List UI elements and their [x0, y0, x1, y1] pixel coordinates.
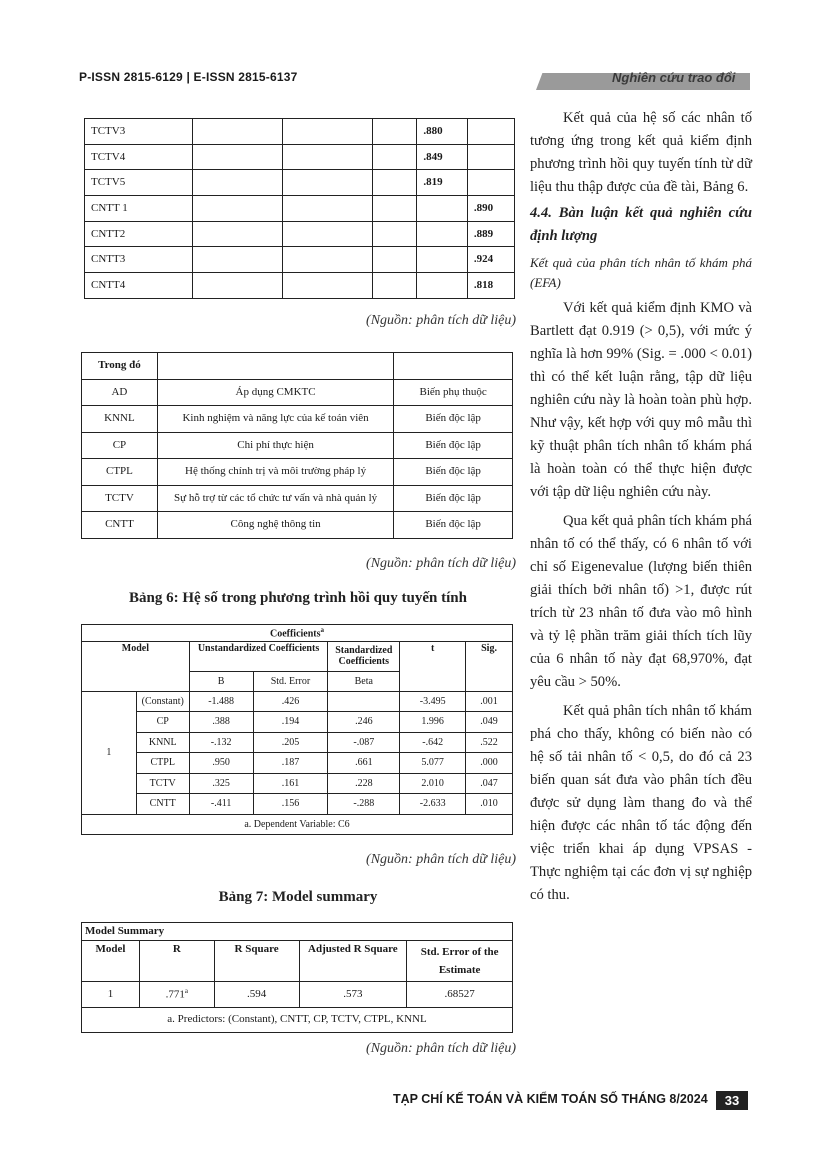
coefficients-note: a. Dependent Variable: C6 — [82, 814, 513, 834]
ms-r-value: .771 — [165, 988, 185, 1001]
coefficient-row — [82, 794, 513, 815]
variable-type-cell: Biến độc lập — [394, 485, 513, 512]
coefficients-table — [81, 624, 513, 835]
variable-description-cell: Kinh nghiệm và năng lực của kế toán viên — [157, 406, 393, 433]
variable-name-cell: TCTV5 — [85, 170, 193, 196]
loading-cell — [193, 144, 283, 170]
loading-cell — [193, 221, 283, 247]
beta-cell: .661 — [328, 753, 400, 774]
variable-description-cell: Áp dụng CMKTC — [157, 379, 393, 406]
section-heading-4-4: 4.4. Bàn luận kết quả nghiên cứu định lượng — [530, 205, 752, 244]
loading-cell — [417, 196, 467, 222]
coefficient-row — [82, 691, 513, 712]
variable-name-cell: TCTV3 — [85, 119, 193, 145]
loading-cell — [283, 170, 373, 196]
ms-adjusted-value: .573 — [299, 981, 407, 1007]
coefficient-row — [82, 712, 513, 733]
definition-row — [82, 406, 513, 433]
variable-code-cell: CNTT — [82, 512, 158, 539]
variable-description-cell: Công nghệ thông tin — [157, 512, 393, 539]
page-number: 33 — [716, 1091, 748, 1110]
b-cell: .388 — [189, 712, 253, 733]
loading-cell — [417, 247, 467, 273]
model-header: Model — [82, 641, 190, 691]
loading-cell — [193, 196, 283, 222]
paragraph-factor-loading: Kết quả phân tích nhân tố khám phá cho thấy, không có biến nào có hệ số tải nhân tố < 0,5, do đó cả 23 biến quan sát đưa vào phân tích đều được sử dụng làm thang đo và thể hiện được các nhân tố tác động đến việc triển khai áp dụng VPSAS - Thực nghiệm tại các đơn vị sự nghiệp có thu. — [530, 703, 752, 903]
predictor-cell: CTPL — [136, 753, 189, 774]
b-header: B — [189, 671, 253, 691]
b-cell: -.132 — [189, 732, 253, 753]
beta-header: Beta — [328, 671, 400, 691]
model-summary-note: a. Predictors: (Constant), CNTT, CP, TCTV, CTPL, KNNL — [82, 1007, 513, 1032]
b-cell: -.411 — [189, 794, 253, 815]
loading-cell — [373, 119, 417, 145]
beta-cell: .246 — [328, 712, 400, 733]
loading-cell — [283, 196, 373, 222]
predictor-cell: CP — [136, 712, 189, 733]
paragraph-intro: Kết quả của hệ số các nhân tố tương ứng trong kết quả kiểm định phương trình hồi quy tuyến tính từ dữ liệu thu thập được của đề tài, Bảng 6. — [530, 110, 752, 195]
variable-name-cell: TCTV4 — [85, 144, 193, 170]
b-cell: .950 — [189, 753, 253, 774]
loading-cell — [467, 170, 514, 196]
ms-r-square-value: .594 — [214, 981, 299, 1007]
definition-row — [82, 512, 513, 539]
sig-header: Sig. — [466, 641, 513, 691]
loading-cell — [283, 221, 373, 247]
loading-cell: .924 — [467, 247, 514, 273]
loading-cell: .849 — [417, 144, 467, 170]
subheading-efa: Kết quả của phân tích nhân tố khám phá (EFA) — [530, 255, 752, 290]
loading-cell: .818 — [467, 273, 514, 299]
table7-caption: Bảng 7: Model summary — [218, 889, 378, 905]
t-cell: -3.495 — [400, 691, 466, 712]
loading-row — [85, 273, 515, 299]
se-cell: .426 — [253, 691, 328, 712]
variable-code-cell: CTPL — [82, 459, 158, 486]
variable-type-cell: Biến độc lập — [394, 459, 513, 486]
ms-header-std-error: Std. Error of the Estimate — [407, 940, 513, 981]
variable-type-cell: Biến độc lập — [394, 406, 513, 433]
predictor-cell: KNNL — [136, 732, 189, 753]
definition-row — [82, 432, 513, 459]
table6-caption: Bảng 6: Hệ số trong phương trình hồi quy tuyến tính — [129, 590, 467, 606]
loading-cell — [373, 170, 417, 196]
predictor-cell: CNTT — [136, 794, 189, 815]
loading-cell: .889 — [467, 221, 514, 247]
variable-type-cell: Biến độc lập — [394, 512, 513, 539]
source-note-2: (Nguồn: phân tích dữ liệu) — [366, 556, 516, 571]
loading-cell: .880 — [417, 119, 467, 145]
variable-description-cell: Chi phí thực hiện — [157, 432, 393, 459]
variable-code-cell: CP — [82, 432, 158, 459]
ms-r-sup: a — [184, 986, 188, 995]
predictor-cell: (Constant) — [136, 691, 189, 712]
loading-row — [85, 144, 515, 170]
coefficient-row — [82, 773, 513, 794]
definition-row — [82, 379, 513, 406]
coefficients-title-sup: a — [320, 626, 325, 634]
loading-cell — [193, 247, 283, 273]
variable-code-cell: KNNL — [82, 406, 158, 433]
loading-cell — [193, 170, 283, 196]
predictor-cell: TCTV — [136, 773, 189, 794]
section-title: Nghiên cứu trao đổi — [612, 70, 736, 85]
t-cell: 5.077 — [400, 753, 466, 774]
ms-header-r-square: R Square — [214, 940, 299, 981]
source-note-1: (Nguồn: phân tích dữ liệu) — [366, 313, 516, 328]
loading-row — [85, 119, 515, 145]
beta-cell — [328, 691, 400, 712]
source-note-3: (Nguồn: phân tích dữ liệu) — [366, 852, 516, 867]
loading-cell — [417, 273, 467, 299]
beta-cell: .228 — [328, 773, 400, 794]
journal-footer: TẠP CHÍ KẾ TOÁN VÀ KIỂM TOÁN SỐ THÁNG 8/2024 — [393, 1092, 708, 1106]
ms-header-adjusted: Adjusted R Square — [299, 940, 407, 981]
t-cell: 1.996 — [400, 712, 466, 733]
loading-cell: .819 — [417, 170, 467, 196]
t-cell: -2.633 — [400, 794, 466, 815]
loading-cell — [283, 273, 373, 299]
sig-cell: .049 — [466, 712, 513, 733]
t-header: t — [400, 641, 466, 691]
table2-header: Trong đó — [82, 353, 158, 380]
loading-cell — [417, 221, 467, 247]
standardized-header: Standardized Coefficients — [328, 641, 400, 671]
loading-cell — [193, 273, 283, 299]
loading-row — [85, 170, 515, 196]
ms-header-r: R — [139, 940, 214, 981]
sig-cell: .000 — [466, 753, 513, 774]
sig-cell: .047 — [466, 773, 513, 794]
loading-cell — [373, 221, 417, 247]
se-cell: .156 — [253, 794, 328, 815]
factor-loading-table — [84, 118, 515, 299]
loading-cell — [373, 247, 417, 273]
coefficient-row — [82, 753, 513, 774]
variable-name-cell: CNTT4 — [85, 273, 193, 299]
loading-cell: .890 — [467, 196, 514, 222]
ms-std-error-value: .68527 — [407, 981, 513, 1007]
variable-type-cell: Biến độc lập — [394, 432, 513, 459]
body-text-column — [530, 107, 752, 907]
loading-cell — [193, 119, 283, 145]
variable-name-cell: CNTT3 — [85, 247, 193, 273]
variable-description-cell: Sự hỗ trợ từ các tổ chức tư vấn và nhà quản lý — [157, 485, 393, 512]
beta-cell: -.087 — [328, 732, 400, 753]
se-cell: .161 — [253, 773, 328, 794]
ms-header-model: Model — [82, 940, 140, 981]
b-cell: .325 — [189, 773, 253, 794]
variable-definition-table — [81, 352, 513, 539]
model-summary-title: Model Summary — [82, 923, 513, 941]
loading-row — [85, 196, 515, 222]
loading-cell — [373, 144, 417, 170]
coefficients-title: Coefficients — [269, 628, 321, 640]
beta-cell: -.288 — [328, 794, 400, 815]
loading-cell — [283, 144, 373, 170]
se-cell: .194 — [253, 712, 328, 733]
variable-name-cell: CNTT 1 — [85, 196, 193, 222]
variable-code-cell: TCTV — [82, 485, 158, 512]
t-cell: -.642 — [400, 732, 466, 753]
definition-row — [82, 459, 513, 486]
se-cell: .205 — [253, 732, 328, 753]
variable-description-cell: Hệ thống chính trị và môi trường pháp lý — [157, 459, 393, 486]
loading-cell — [467, 144, 514, 170]
unstandardized-header: Unstandardized Coefficients — [189, 641, 328, 671]
paragraph-kmo: Với kết quả kiểm định KMO và Bartlett đạt 0.919 (> 0,5), với mức ý nghĩa là hơn 99% (Sig. = .000 < 0.01) thì có thể kết luận rằng, tập dữ liệu nghiên cứu này là hoàn toàn phù hợp. Như vậy, kết hợp với quy mô mẫu thì kỹ thuật phân tích nhân tố khám phá là hoàn toàn có thể thực hiện được với tập dữ liệu nghiên cứu này. — [530, 300, 752, 500]
ms-model-value: 1 — [82, 981, 140, 1007]
loading-cell — [467, 119, 514, 145]
definition-row — [82, 485, 513, 512]
model-summary-table — [81, 922, 513, 1033]
t-cell: 2.010 — [400, 773, 466, 794]
paragraph-eigenvalue: Qua kết quả phân tích khám phá nhân tố có thể thấy, có 6 nhân tố với chỉ số Eigenevalue (lượng biến thiên giải thích bởi nhân tố) >1, được rút trích từ 23 nhân tố đưa vào mô hình và tỷ lệ phần trăm giải thích tích lũy của 6 nhân tố này đạt 68,970%, đạt yêu cầu > 50%. — [530, 513, 752, 690]
sig-cell: .001 — [466, 691, 513, 712]
se-header: Std. Error — [253, 671, 328, 691]
variable-code-cell: AD — [82, 379, 158, 406]
b-cell: -1.488 — [189, 691, 253, 712]
coefficient-row — [82, 732, 513, 753]
sig-cell: .010 — [466, 794, 513, 815]
loading-row — [85, 221, 515, 247]
loading-cell — [283, 247, 373, 273]
loading-cell — [373, 196, 417, 222]
model-number-cell: 1 — [82, 691, 137, 814]
sig-cell: .522 — [466, 732, 513, 753]
variable-name-cell: CNTT2 — [85, 221, 193, 247]
se-cell: .187 — [253, 753, 328, 774]
loading-cell — [283, 119, 373, 145]
source-note-4: (Nguồn: phân tích dữ liệu) — [366, 1041, 516, 1056]
variable-type-cell: Biến phụ thuộc — [394, 379, 513, 406]
loading-cell — [373, 273, 417, 299]
issn-header: P-ISSN 2815-6129 | E-ISSN 2815-6137 — [79, 70, 298, 84]
loading-row — [85, 247, 515, 273]
